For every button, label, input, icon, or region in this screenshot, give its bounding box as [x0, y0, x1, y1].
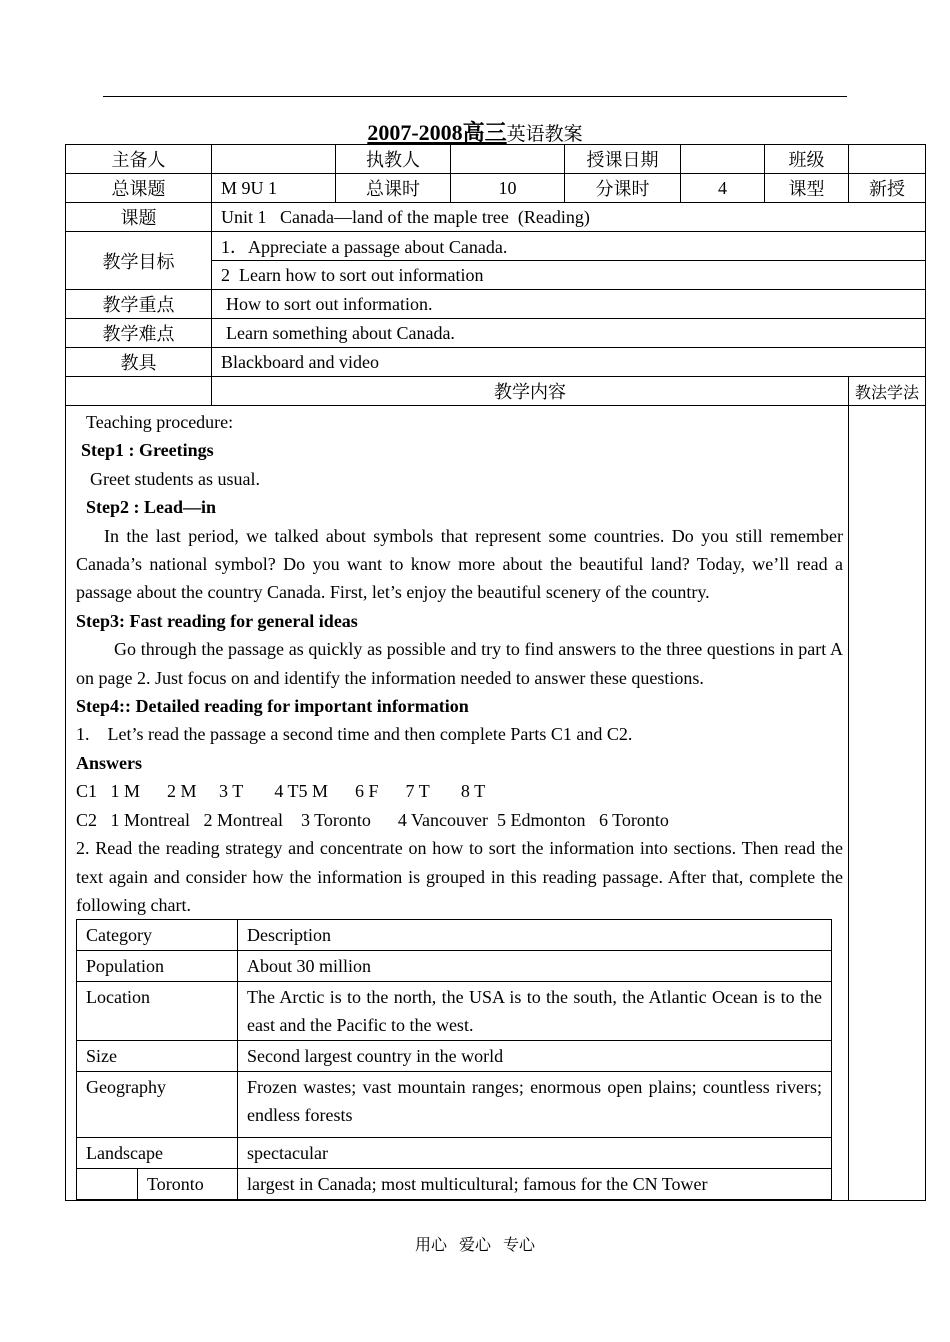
label-date: 授课日期	[565, 145, 681, 174]
blank-cell	[66, 377, 212, 406]
value-topic: Unit 1 Canada—land of the maple tree (Reading)	[212, 203, 926, 232]
procedure-heading: Teaching procedure:	[86, 412, 234, 432]
step3-heading: Step3: Fast reading for general ideas	[76, 610, 358, 631]
label-goals: 教学目标	[66, 232, 212, 290]
answers-heading: Answers	[76, 752, 142, 773]
label-teacher: 执教人	[336, 145, 451, 174]
label-class: 班级	[765, 145, 849, 174]
answers-c2: C2 1 Montreal 2 Montreal 3 Toronto 4 Vancouver 5 Edmonton 6 Toronto	[76, 809, 669, 830]
chart-key: Population	[77, 951, 238, 982]
label-general-topic: 总课题	[66, 174, 212, 203]
tools-row	[66, 348, 926, 377]
label-difficulty: 教学难点	[66, 319, 212, 348]
value-preparer	[212, 145, 336, 174]
chart-value: Frozen wastes; vast mountain ranges; enormous open plains; countless rivers; endless forests	[238, 1072, 832, 1138]
value-focus: How to sort out information.	[212, 290, 926, 319]
chart-key: Toronto	[138, 1169, 238, 1200]
page-footer: 用心 爱心 专心	[414, 1237, 535, 1254]
chart-key: Location	[77, 982, 238, 1041]
title-main: 2007-2008高三	[367, 120, 507, 145]
label-focus: 教学重点	[66, 290, 212, 319]
value-difficulty: Learn something about Canada.	[212, 319, 926, 348]
label-preparer: 主备人	[66, 145, 212, 174]
chart-key: Landscape	[77, 1138, 238, 1169]
chart-key: Geography	[77, 1072, 238, 1138]
value-tools: Blackboard and video	[212, 348, 926, 377]
label-topic: 课题	[66, 203, 212, 232]
step3-text: Go through the passage as quickly as possible and try to find answers to the three questions in part A on page 2. Just focus on and identify the information needed to answer these questions.	[76, 639, 843, 688]
teaching-content	[66, 406, 849, 1201]
chart-row-toronto	[77, 1169, 832, 1200]
chart-row	[77, 1072, 832, 1138]
step2-heading: Step2 : Lead—in	[86, 497, 217, 518]
label-lesson-number: 分课时	[565, 174, 681, 203]
chart-value: The Arctic is to the north, the USA is to the south, the Atlantic Ocean is to the east and the Pacific to the west.	[238, 982, 832, 1041]
chart-value: Second largest country in the world	[238, 1041, 832, 1072]
method-header: 教法学法	[849, 377, 926, 406]
value-teacher	[451, 145, 565, 174]
chart-value: largest in Canada; most multicultural; famous for the CN Tower	[238, 1169, 832, 1200]
value-class	[849, 145, 926, 174]
goals-row-1	[66, 232, 926, 261]
content-row	[66, 406, 926, 1201]
chart-key: Size	[77, 1041, 238, 1072]
value-general-topic: M 9U 1	[212, 174, 336, 203]
chart-key: Category	[77, 920, 238, 951]
value-total-hours: 10	[451, 174, 565, 203]
content-header: 教学内容	[212, 377, 849, 406]
info-row-2	[66, 174, 926, 203]
step1-heading: Step1 : Greetings	[81, 440, 214, 461]
label-lesson-type: 课型	[765, 174, 849, 203]
title-sub: 英语教案	[506, 124, 583, 145]
chart-value: spectacular	[238, 1138, 832, 1169]
chart-row	[77, 1041, 832, 1072]
topic-row	[66, 203, 926, 232]
chart-row	[77, 920, 832, 951]
value-lesson-type: 新授	[849, 174, 926, 203]
chart-row	[77, 982, 832, 1041]
goal-item-1: 1．Appreciate a passage about Canada.	[212, 232, 926, 261]
step4-item-1: 1. Let’s read the passage a second time and then complete Parts C1 and C2.	[76, 724, 633, 745]
goal-item-2: 2 Learn how to sort out information	[212, 261, 926, 290]
information-chart	[76, 919, 832, 1200]
chart-row	[77, 1138, 832, 1169]
focus-row	[66, 290, 926, 319]
value-lesson-number: 4	[681, 174, 765, 203]
header-rule	[103, 96, 847, 97]
chart-blank	[77, 1169, 138, 1200]
difficulty-row	[66, 319, 926, 348]
chart-value: About 30 million	[238, 951, 832, 982]
info-row-1	[66, 145, 926, 174]
page-title	[0, 116, 950, 147]
value-date	[681, 145, 765, 174]
step4-heading: Step4:: Detailed reading for important information	[76, 696, 469, 717]
label-total-hours: 总课时	[336, 174, 451, 203]
step2-text: In the last period, we talked about symbols that represent some countries. Do you still remember Canada’s national symbol? Do you want to know more about the beautiful land? Today, we’ll read a passage about the country Canada. First, let’s enjoy the beautiful scenery of the country.	[76, 525, 843, 603]
answers-c1: C1 1 M 2 M 3 T 4 T5 M 6 F 7 T 8 T	[76, 781, 486, 802]
step1-text: Greet students as usual.	[90, 468, 260, 489]
method-column	[849, 406, 926, 1201]
chart-value: Description	[238, 920, 832, 951]
label-tools: 教具	[66, 348, 212, 377]
lesson-plan-table	[65, 144, 926, 1201]
step4-item-2: 2. Read the reading strategy and concentrate on how to sort the information into sections. Then read the text again and consider how the information is grouped in this reading passage. After that, complete the following chart.	[76, 838, 843, 915]
content-header-row	[66, 377, 926, 406]
chart-row	[77, 951, 832, 982]
